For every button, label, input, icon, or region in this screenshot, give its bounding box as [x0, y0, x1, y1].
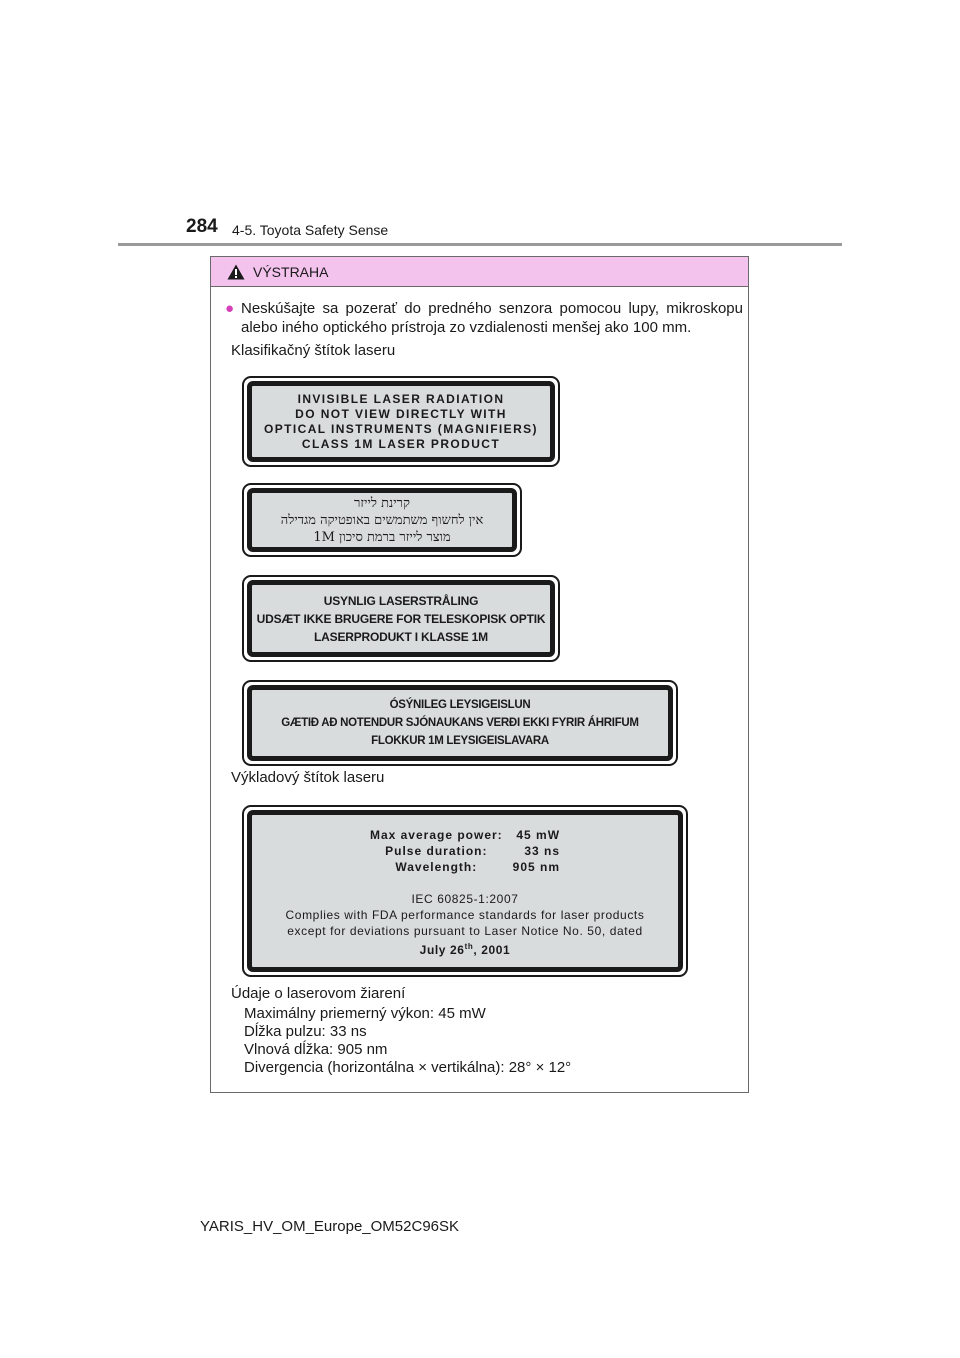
spec-value: 905 nm: [512, 860, 561, 874]
explanatory-heading: Výkladový štítok laseru: [231, 769, 385, 786]
label-line: ÓSÝNILEG LEYSIGEISLUN: [389, 699, 531, 711]
date-year: , 2001: [473, 943, 511, 957]
label-line: אין לחשוף משתמשים באופטיקה מגדילה: [280, 512, 484, 528]
label-line: INVISIBLE LASER RADIATION: [297, 391, 505, 406]
bullet-dot-icon: ●: [225, 300, 235, 317]
laser-label-english: [242, 376, 560, 467]
warning-title: VÝSTRAHA: [253, 263, 329, 280]
label-line: UDSÆT IKKE BRUGERE FOR TELESKOPISK OPTIK: [256, 611, 546, 626]
spec-table: [370, 827, 560, 875]
standard-text: IEC 60825-1:2007: [411, 892, 519, 906]
label-line: DO NOT VIEW DIRECTLY WITH: [295, 406, 507, 421]
spec-row: [370, 843, 560, 859]
spec-label: Wavelength:: [395, 860, 478, 874]
label-english-body: [247, 381, 555, 462]
label-icelandic-body: [247, 685, 673, 761]
label-line: CLASS 1M LASER PRODUCT: [301, 436, 501, 451]
label-line: קרינת לייזר: [354, 495, 410, 511]
page-number: 284: [186, 216, 218, 237]
spec-value: 45 mW: [516, 828, 561, 842]
spec-row: [370, 827, 560, 843]
compliance-line: Complies with FDA performance standards for laser products: [285, 908, 645, 922]
label-explanatory-body: [247, 810, 683, 972]
label-hebrew-body: [247, 488, 517, 552]
info-line: Vlnová dĺžka: 905 nm: [244, 1041, 388, 1058]
classification-heading: Klasifikačný štítok laseru: [231, 342, 396, 359]
footer-doc-id: YARIS_HV_OM_Europe_OM52C96SK: [200, 1218, 460, 1235]
label-line: מוצר לייזר ברמת סיכון 1M: [313, 529, 451, 545]
label-line: GÆTIÐ AÐ NOTENDUR SJÓNAUKANS VERÐI EKKI FYRIR ÁHRIFUM: [281, 717, 639, 729]
spec-value: 33 ns: [524, 844, 561, 858]
label-line: USYNLIG LASERSTRÅLING: [323, 593, 479, 608]
date-sup: th: [464, 942, 474, 951]
info-list: [244, 1005, 571, 1077]
info-heading: Údaje o laserovom žiarení: [231, 985, 406, 1002]
laser-label-icelandic: [242, 680, 678, 766]
date-main: July 26: [419, 943, 465, 957]
label-line: FLOKKUR 1M LEYSIGEISLAVARA: [371, 735, 549, 747]
info-line: Divergencia (horizontálna × vertikálna): 28° × 12°: [244, 1059, 572, 1076]
laser-label-explanatory: [242, 805, 688, 977]
header-rule: [118, 243, 842, 246]
warning-box: [210, 256, 749, 1093]
spec-label: Max average power:: [369, 828, 503, 842]
compliance-block: [286, 891, 645, 958]
warning-bullet-text: Neskúšajte sa pozerať do predného senzora pomocou lupy, mikroskopu alebo iného optického prístroja zo vzdialenosti menšej ako 100 mm.: [241, 300, 743, 336]
warning-header: [211, 257, 748, 287]
section-title: 4-5. Toyota Safety Sense: [232, 222, 389, 238]
label-line: OPTICAL INSTRUMENTS (MAGNIFIERS): [264, 421, 538, 436]
spec-row: [370, 859, 560, 875]
compliance-line: except for deviations pursuant to Laser Notice No. 50, dated: [287, 924, 643, 938]
info-line: Dĺžka pulzu: 33 ns: [244, 1023, 367, 1040]
laser-label-hebrew: [242, 483, 522, 557]
warning-bullet: [225, 299, 743, 337]
label-danish-body: [247, 580, 555, 657]
info-line: Maximálny priemerný výkon: 45 mW: [244, 1005, 486, 1022]
warning-triangle-icon: [227, 264, 245, 280]
label-line: LASERPRODUKT I KLASSE 1M: [314, 629, 488, 644]
laser-label-danish: [242, 575, 560, 662]
spec-label: Pulse duration:: [385, 844, 488, 858]
compliance-date: [286, 939, 645, 958]
